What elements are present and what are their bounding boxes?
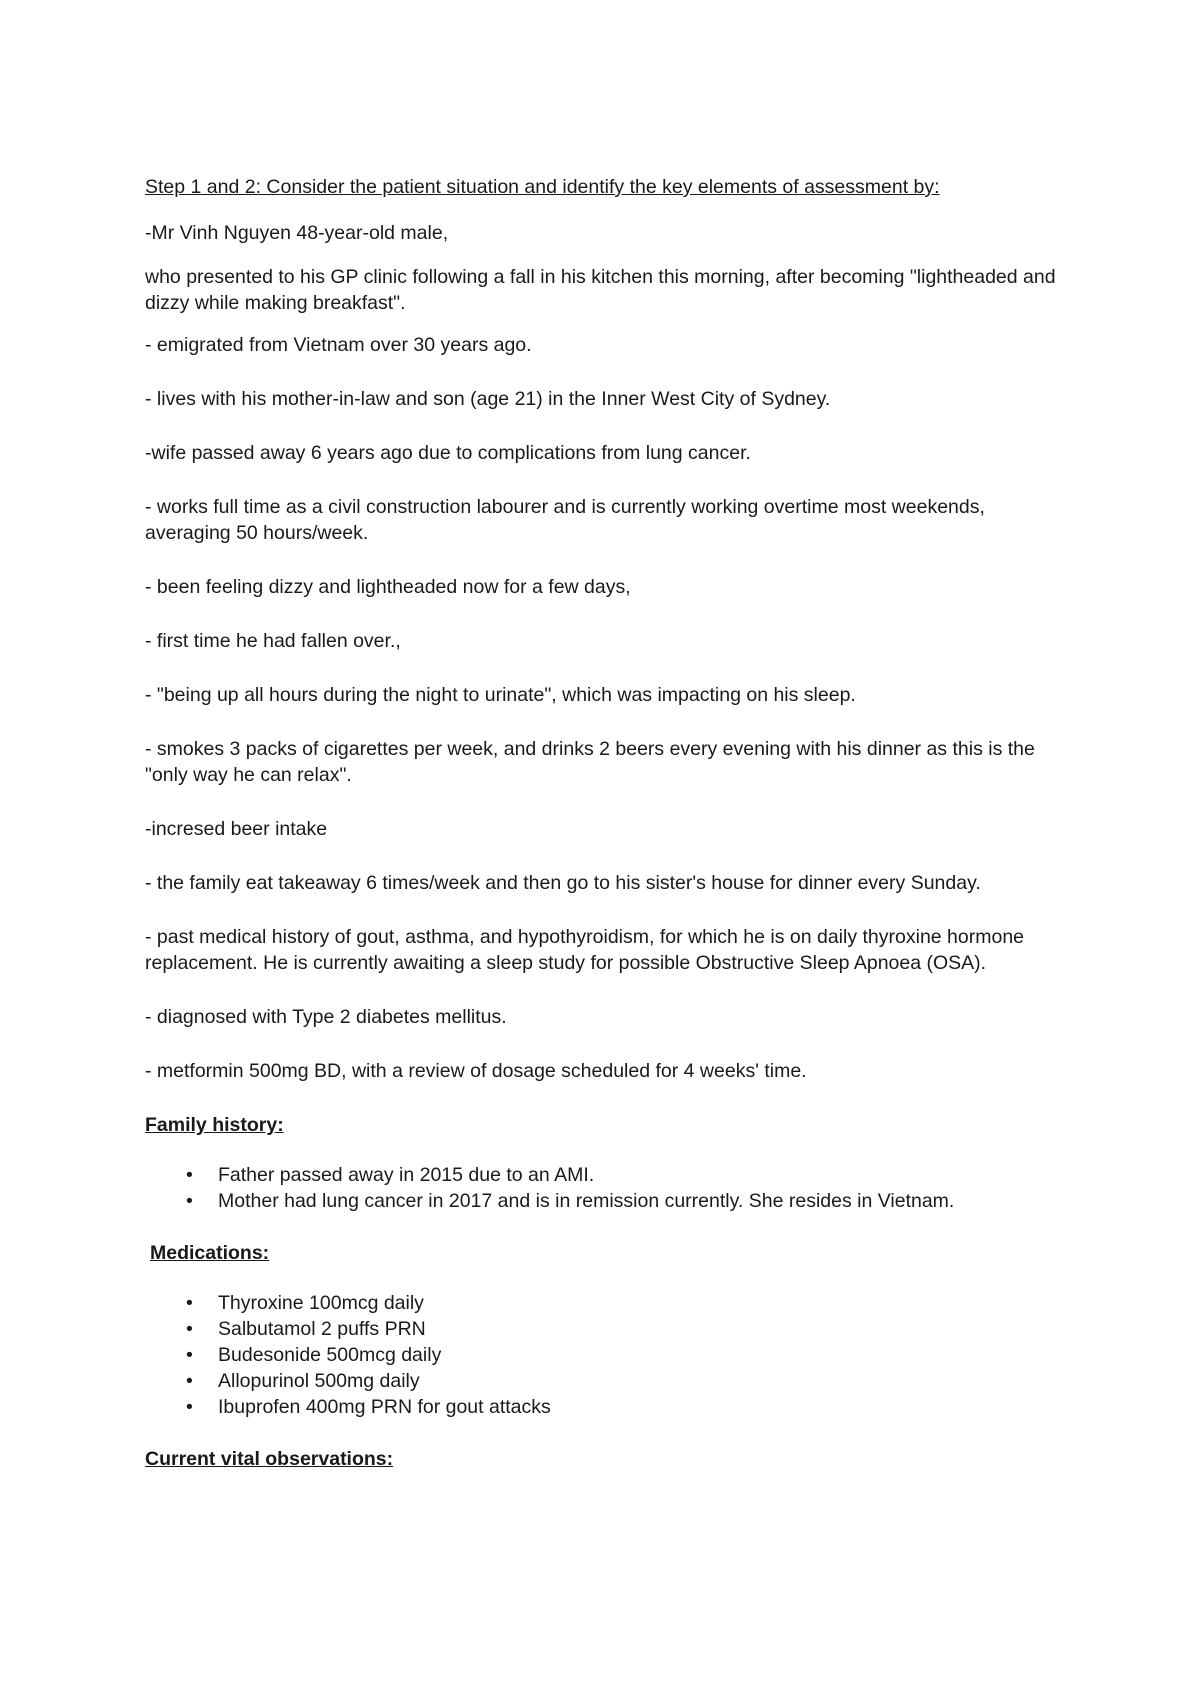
bullet-icon: • — [186, 1164, 193, 1186]
family-history-title: Family history: — [145, 1114, 284, 1136]
living-situation-line: - lives with his mother-in-law and son (age 21) in the Inner West City of Sydney. — [145, 388, 831, 410]
diet-line: - the family eat takeaway 6 times/week and then go to his sister's house for dinner every Sunday. — [145, 872, 981, 894]
list-item: • Mother had lung cancer in 2017 and is in remission currently. She resides in Vietnam. — [186, 1190, 955, 1212]
bullet-icon: • — [186, 1370, 193, 1392]
assessment-heading: Step 1 and 2: Consider the patient situation and identify the key elements of assessment by: — [145, 176, 940, 198]
patient-line: -Mr Vinh Nguyen 48-year-old male, — [145, 222, 449, 244]
medications-list — [145, 1290, 1075, 1420]
bullet-icon: • — [186, 1292, 193, 1314]
diabetes-line: - diagnosed with Type 2 diabetes mellitus. — [145, 1006, 507, 1028]
metformin-line: - metformin 500mg BD, with a review of dosage scheduled for 4 weeks' time. — [145, 1060, 807, 1082]
list-item: • Ibuprofen 400mg PRN for gout attacks — [186, 1396, 551, 1418]
medications-title: Medications: — [150, 1242, 270, 1264]
document-body — [145, 174, 1075, 1472]
dizziness-line: - been feeling dizzy and lightheaded now for a few days, — [145, 576, 631, 598]
medical-history-line: - past medical history of gout, asthma, and hypothyroidism, for which he is on daily thyroxine hormone replacement. He is currently awaiting a sleep study for possible Obstructive Sleep Apnoea (OSA). — [145, 926, 1025, 974]
bullet-icon: • — [186, 1344, 193, 1366]
list-item: • Budesonide 500mcg daily — [186, 1344, 442, 1366]
list-item: • Thyroxine 100mcg daily — [186, 1292, 424, 1314]
wife-line: -wife passed away 6 years ago due to complications from lung cancer. — [145, 442, 751, 464]
bullet-icon: • — [186, 1190, 193, 1212]
bullet-icon: • — [186, 1396, 193, 1418]
fall-line: - first time he had fallen over., — [145, 630, 401, 652]
presentation-line: who presented to his GP clinic following a fall in his kitchen this morning, after becoming "lightheaded and dizzy while making breakfast". — [145, 266, 1056, 314]
urination-line: - "being up all hours during the night to urinate", which was impacting on his sleep. — [145, 684, 856, 706]
vitals-title: Current vital observations: — [145, 1448, 394, 1470]
list-item: • Father passed away in 2015 due to an AMI. — [186, 1164, 595, 1186]
work-line: - works full time as a civil construction labourer and is currently working overtime most weekends, averaging 50 hours/week. — [145, 496, 985, 544]
list-item: • Allopurinol 500mg daily — [186, 1370, 420, 1392]
beer-intake-line: -incresed beer intake — [145, 818, 328, 840]
smoking-drinking-line: - smokes 3 packs of cigarettes per week, and drinks 2 beers every evening with his dinner as this is the "only way he can relax". — [145, 738, 1035, 786]
emigration-line: - emigrated from Vietnam over 30 years ago. — [145, 334, 532, 356]
family-history-list — [145, 1162, 1075, 1214]
list-item: • Salbutamol 2 puffs PRN — [186, 1318, 426, 1340]
bullet-icon: • — [186, 1318, 193, 1340]
